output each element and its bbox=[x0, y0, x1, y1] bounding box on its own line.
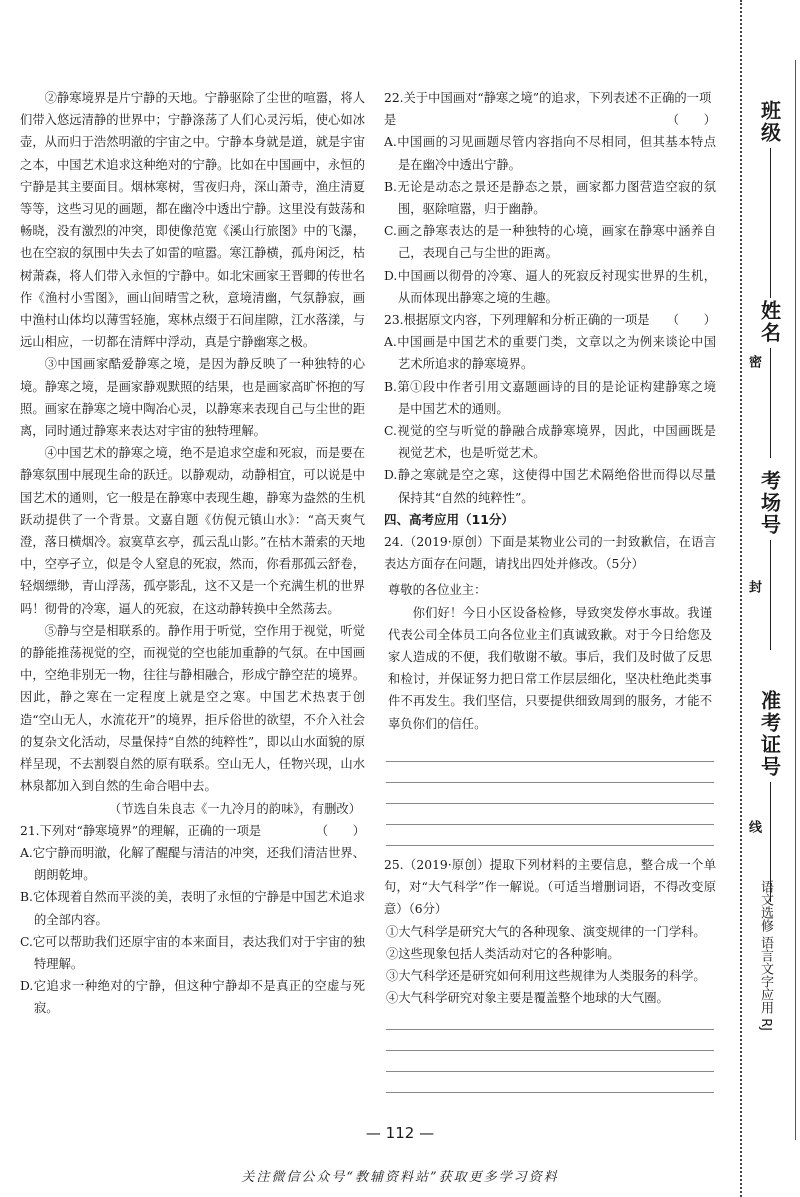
question-22-stem bbox=[384, 87, 716, 131]
passage-paragraph-4: ④中国艺术的静寒之境，绝不是追求空虚和死寂，而是要在静寒氛围中展现生命的跃迁。以静观动，动静相宜，可以说是中国艺术的通则，它一般是在静寒中表现生趣，静寒为盎然的生机跃动提供了一个背景。文嘉自题《仿倪元镇山水》：“高天爽气澄，落日横烟冷。寂寞草玄亭，孤云乱山影。”在枯木萧索的天地中，空亭孑立，似是令人窒息的死寂，然而，你看那孤云舒卷，轻烟缥缈，青山浮荡，孤亭影乱，这不又是一个充满生机的世界吗！彻骨的冷寒，逼人的死寂，在这动静转换中全然荡去。 bbox=[20, 446, 365, 616]
answer-paren: （ ） bbox=[315, 823, 365, 838]
question-22-option-d: D.中国画以彻骨的冷寒、逼人的死寂反衬现实世界的生机，从而体现出静寒之境的生趣。 bbox=[384, 268, 716, 305]
question-24-stem: 24.（2019·原创）下面是某物业公司的一封致歉信，在语言表达方面存在问题，请找出四处并修改。（5分） bbox=[384, 535, 716, 572]
binding-border-line bbox=[795, 60, 796, 1140]
question-23-text: 23.根据原文内容，下列理解和分析正确的一项是 bbox=[384, 313, 650, 328]
passage-paragraph-2: ②静寒境界是片宁静的天地。宁静驱除了尘世的喧嚣，将人们带入悠远清静的世界中；宁静涤荡了人们心灵污垢，使心如冰壶，从而归于浩然明澈的宇宙之中。宁静本身就是道，就是宇宙之本，中国艺术追求这种绝对的宁静。比如在中国画中，永恒的宁静是其主要面目。烟林寒树，雪夜归舟，深山萧寺，渔庄清夏等等，这些习见的画题，都在幽冷中透出宁静。这里没有鼓荡和畅晓，没有激烈的冲突，即使像范宽《溪山行旅图》中的飞瀑，也在空寂的氛围中失去了如雷的喧嚣。寒江静横，孤舟闲泛，枯树萧森，将人们带入永恒的宁静中。如北宋画家王晋卿的传世名作《渔村小雪图》，画山间晴雪之秋，意境清幽，气氛静寂，画中渔村山体均以薄雪轻施，寒林点缀于石间崖隙，江水落漾，与远山相应，一切都在清辉中浮动，真是宁静幽寒之极。 bbox=[20, 91, 365, 350]
left-column bbox=[20, 87, 365, 1020]
answer-line[interactable] bbox=[386, 825, 714, 846]
class-label: 班级 bbox=[757, 100, 782, 144]
exam-room-field[interactable] bbox=[753, 470, 787, 650]
exam-room-line bbox=[770, 540, 771, 650]
name-field[interactable] bbox=[753, 300, 787, 458]
answer-line[interactable] bbox=[386, 1030, 714, 1051]
question-22-option-b: B.无论是动态之景还是静态之景，画家都力图营造空寂的氛围，驱除喧嚣，归于幽静。 bbox=[384, 179, 716, 217]
question-23-stem bbox=[384, 309, 716, 331]
question-23-option-c: C.视觉的空与听觉的静融合成静寒境界，因此，中国画既是视觉艺术，也是听觉艺术。 bbox=[384, 424, 716, 461]
seal-word-xian: 线 bbox=[746, 820, 761, 833]
material-item-4: ④大气科学研究对象主要是覆盖整个地球的大气圈。 bbox=[386, 991, 669, 1006]
answer-line[interactable] bbox=[386, 783, 714, 804]
question-21-stem bbox=[20, 820, 365, 842]
material-item-1: ①大气科学是研究大气的各种现象、演变规律的一门学科。 bbox=[386, 924, 706, 939]
answer-line[interactable] bbox=[386, 804, 714, 825]
answer-line[interactable] bbox=[386, 1009, 714, 1030]
question-22-option-a: A.中国画的习见画题尽管内容指向不尽相同，但其基本特点是在幽冷中透出宁静。 bbox=[384, 135, 716, 172]
question-21-option-d: D.它追求一种绝对的宁静，但这种宁静却不是真正的空虚与死寂。 bbox=[20, 979, 365, 1016]
question-23-option-d: D.静之寒就是空之寒，这使得中国艺术隔绝俗世而得以尽量保持其“自然的纯粹性”。 bbox=[384, 468, 716, 505]
question-22-text: 22.关于中国画对“静寒之境”的追求，下列表述不正确的一项是 bbox=[384, 91, 712, 128]
class-line bbox=[770, 148, 771, 298]
passage-paragraph-5: ⑤静与空是相联系的。静作用于听觉，空作用于视觉，听觉的静能推荡视觉的空，而视觉的空也能加重静的气氛。在中国画中，空绝非别无一物，往往与静相融合，形成宁静空茫的境界。因此，静之寒在一定程度上就是空之寒。中国艺术热衷于创造“空山无人，水流花开”的境界，拒斥俗世的欲望，不介入社会的复杂文化活动，尽量保持“自然的纯粹性”，即以山水面貌的原样呈现，不去割裂自然的原有联系。空山无人，任物兴现，山水林泉都加入到自然的生命合唱中去。 bbox=[20, 623, 365, 794]
admission-number-field[interactable] bbox=[753, 690, 787, 902]
question-23-option-b: B.第①段中作者引用文嘉题画诗的目的是论证构建静寒之境是中国艺术的通则。 bbox=[384, 379, 716, 416]
passage-source: （节选自朱良志《一九冷月的韵味》，有删改） bbox=[108, 801, 361, 816]
material-item-2: ②这些现象包括人类活动对它的各种影响。 bbox=[386, 946, 620, 961]
answer-line[interactable] bbox=[386, 1072, 714, 1093]
right-column bbox=[384, 87, 716, 1093]
footer-watermark: 关注微信公众号“教辅资料站”获取更多学习资料 bbox=[241, 1170, 559, 1185]
answer-line[interactable] bbox=[386, 741, 714, 762]
binding-dotted-line bbox=[740, 0, 742, 1197]
answer-paren: （ ） bbox=[666, 313, 716, 328]
name-label: 姓名 bbox=[757, 300, 782, 344]
subject-label: 语文选修 语言文字应用 RJ bbox=[758, 880, 773, 1032]
name-line bbox=[770, 348, 771, 458]
question-22-option-c: C.画之静寒表达的是一种独特的心境，画家在静寒中涵养自己，表现自己与尘世的距离。 bbox=[384, 224, 716, 261]
section-heading: 四、高考应用（11分） bbox=[384, 511, 514, 527]
apology-letter bbox=[384, 579, 716, 734]
question-21-text: 21.下列对“静寒境界”的理解，正确的一项是 bbox=[20, 823, 262, 838]
letter-salutation: 尊敬的各位业主： bbox=[388, 583, 487, 598]
question-21-option-a: A.它宁静而明澈，化解了醒醍与清洁的冲突，还我们清洁世界、朗朗乾坤。 bbox=[20, 845, 365, 883]
question-21-option-c: C.它可以帮助我们还原宇宙的本来面目，表达我们对于宇宙的独特理解。 bbox=[20, 934, 365, 971]
admission-number-label: 准考证号 bbox=[757, 690, 782, 778]
letter-body: 你们好！今日小区设备检修，导致突发停水事故。我谨代表公司全体员工向各位业主们真诚致歉。对于今日给您及家人造成的不便，我们敬谢不敏。事后，我们及时做了反思和检讨，并保证努力把日常工作层层细化，坚决杜绝此类事件不再发生。我们坚信，只要提供细致周到的服务，才能不辜负你们的信任。 bbox=[388, 605, 712, 731]
answer-line[interactable] bbox=[386, 1051, 714, 1072]
passage-paragraph-3: ③中国画家酷爱静寒之境，是因为静反映了一种独特的心境。静寒之境，是画家静观默照的结果，也是画家高旷怀抱的写照。画家在静寒之境中陶冶心灵，以静寒来表现自己与尘世的距离，同时通过静寒来表达对宇宙的独特理解。 bbox=[20, 357, 365, 439]
question-23-option-a: A.中国画是中国艺术的重要门类，文章以之为例来谈论中国艺术所追求的静寒境界。 bbox=[384, 335, 716, 372]
class-field[interactable] bbox=[753, 100, 787, 298]
material-item-3: ③大气科学还是研究如何利用这些规律为人类服务的科学。 bbox=[386, 968, 706, 983]
question-25-stem: 25.（2019·原创）提取下列材料的主要信息，整合成一个单句，对“大气科学”作一解说。（可适当增删词语，不得改变原意）（6分） bbox=[384, 857, 716, 917]
seal-word-mi: 密 bbox=[746, 355, 761, 368]
page-number: — 112 — bbox=[365, 1124, 435, 1142]
seal-word-feng: 封 bbox=[746, 580, 761, 593]
answer-paren: （ ） bbox=[666, 113, 716, 128]
exam-room-label: 考场号 bbox=[757, 470, 782, 536]
answer-line[interactable] bbox=[386, 762, 714, 783]
question-21-option-b: B.它体现着自然而平淡的美，表明了永恒的宁静是中国艺术追求的全部内容。 bbox=[20, 890, 365, 927]
